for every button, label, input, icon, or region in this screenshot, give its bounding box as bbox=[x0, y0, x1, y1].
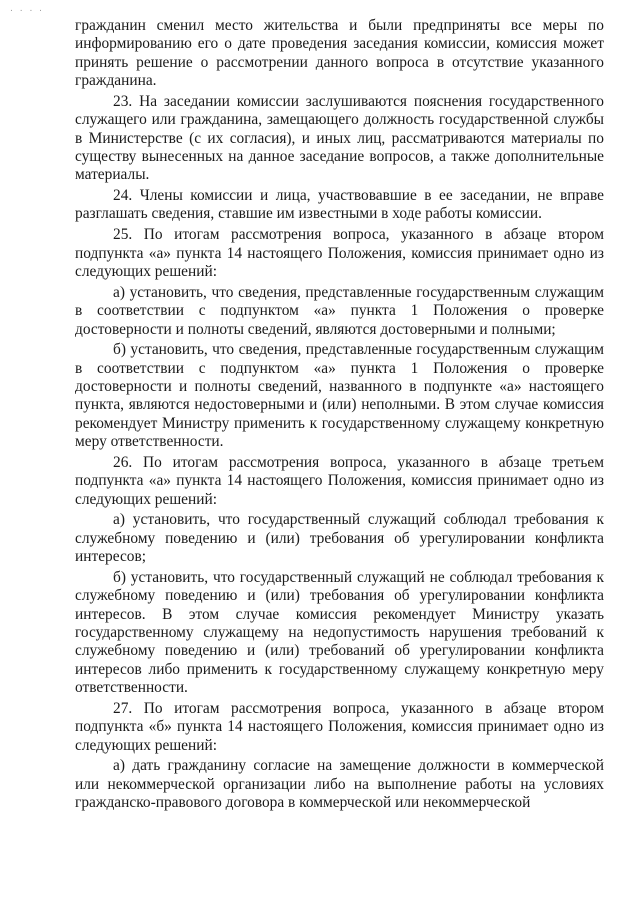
scan-artifact-mark: . . . . bbox=[10, 4, 45, 14]
paragraph-item-25: 25. По итогам рассмотрения вопроса, указанного в абзаце втором подпункта «а» пункта 14 настоящего Положения, комиссия принимает одно из следующих решений: bbox=[75, 226, 604, 280]
paragraph-item-26-b: б) установить, что государственный служащий не соблюдал требования к служебному поведению и (или) требования об урегулировании конфликта интересов. В этом случае комиссия рекомендует Министру указать государственному служащему на недопустимость нарушения требований к служебному поведению и (или) требований об урегулировании конфликта интересов либо применить к государственному служащему конкретную меру ответственности. bbox=[75, 568, 604, 697]
paragraph-item-24: 24. Члены комиссии и лица, участвовавшие в ее заседании, не вправе разглашать сведения, ставшие им известными в ходе работы комиссии. bbox=[75, 187, 604, 223]
paragraph-item-27: 27. По итогам рассмотрения вопроса, указанного в абзаце втором подпункта «б» пункта 14 настоящего Положения, комиссия принимает одно из следующих решений: bbox=[75, 699, 604, 754]
paragraph-item-23: 23. На заседании комиссии заслушиваются пояснения государственного служащего или гражданина, замещающего должность государственной службы в Министерстве (с их согласия), и иных лиц, рассматриваются материалы по существу вынесенных на данное заседание вопросов, а также дополнительные материалы. bbox=[75, 92, 604, 184]
paragraph-continuation: гражданин сменил место жительства и были предприняты все меры по информированию его о дате проведения заседания комиссии, комиссия может принять решение о рассмотрении данного вопроса в отсутствие указанного гражданина. bbox=[75, 17, 604, 90]
paragraph-item-26: 26. По итогам рассмотрения вопроса, указанного в абзаце третьем подпункта «а» пункта 14 настоящего Положения, комиссия принимает одно из следующих решений: bbox=[75, 453, 604, 508]
paragraph-item-26-a: а) установить, что государственный служащий соблюдал требования к служебному поведению и (или) требования об урегулировании конфликта интересов; bbox=[75, 511, 604, 566]
paragraph-item-27-a: а) дать гражданину согласие на замещение должности в коммерческой или некоммерческой организации либо на выполнение работы на условиях гражданско-правового договора в коммерческой или некоммерческой bbox=[75, 757, 604, 812]
paragraph-item-25-a: а) установить, что сведения, представленные государственным служащим в соответствии с подпунктом «а» пункта 1 Положения о проверке достоверности и полноты сведений, являются достоверными и полными; bbox=[75, 283, 604, 338]
document-body bbox=[75, 17, 604, 815]
paragraph-item-25-b: б) установить, что сведения, представленные государственным служащим в соответствии с подпунктом «а» пункта 1 Положения о проверке достоверности и полноты сведений, названного в подпункте «а» настоящего пункта, являются недостоверными и (или) неполными. В этом случае комиссия рекомендует Министру применить к государственному служащему конкретную меру ответственности. bbox=[75, 341, 604, 451]
